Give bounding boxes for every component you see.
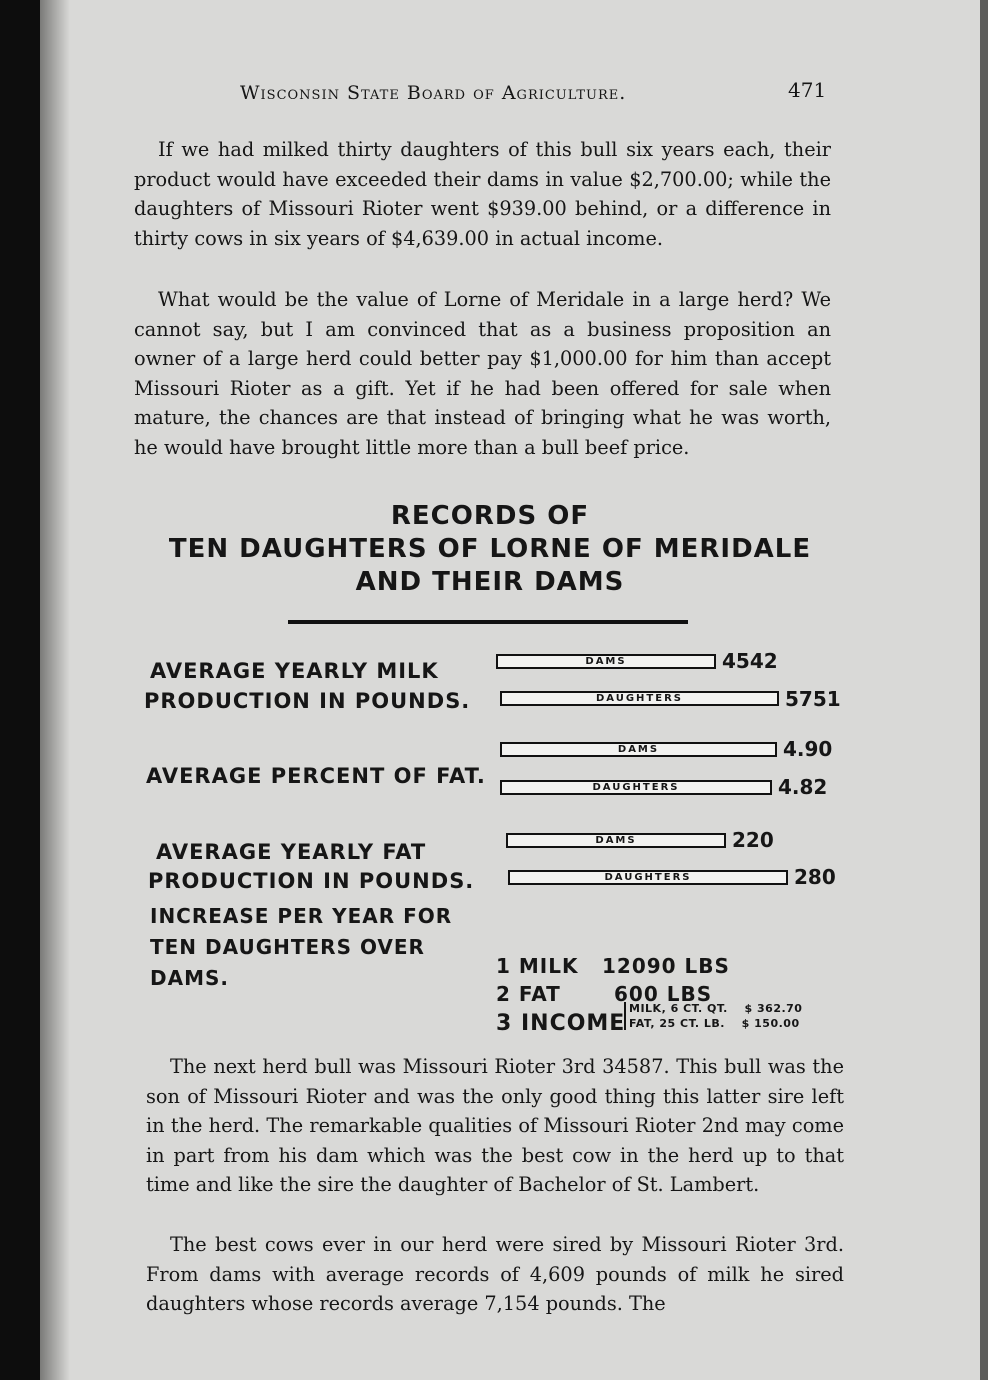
income-milk-value: $ 362.70 (744, 1002, 803, 1015)
bar-fat-percent-daughters (500, 780, 772, 795)
bar-fat-pounds-dams-label: DAMS (595, 835, 637, 846)
bar-milk-daughters-value: 5751 (785, 687, 841, 711)
bar-fat-percent-dams (500, 742, 777, 757)
paragraph-3: The next herd bull was Missouri Rioter 3rd 34587. This bull was the son of Missouri Rioter and was the only good thing this latter sire left in the herd. The remarkable qualities of Missouri Rioter 2nd may come in part from his dam which was the best cow in the herd up to that time and like the sire the daughter of Bachelor of St. Lambert. (146, 1055, 844, 1196)
figure-title-line-3: AND THEIR DAMS (355, 567, 625, 597)
bar-fat-pounds-dams (506, 833, 726, 848)
fat-pounds-group-label-line-2: PRODUCTION IN POUNDS. (148, 869, 475, 893)
bar-milk-daughters (500, 691, 779, 706)
income-fat-value: $ 150.00 (741, 1017, 800, 1030)
increase-milk-label: 1 MILK (496, 954, 579, 978)
page-edge (980, 0, 988, 1380)
milk-group-label-line-1: AVERAGE YEARLY MILK (150, 659, 439, 683)
running-title: Wisconsin State Board of Agriculture. (240, 82, 627, 104)
increase-heading (150, 903, 452, 992)
bar-milk-dams-label: DAMS (585, 656, 627, 667)
bar-fat-percent-daughters-label: DAUGHTERS (592, 782, 680, 793)
bar-fat-pounds-daughters (508, 870, 788, 885)
income-milk-label: MILK, 6 CT. QT. (629, 1002, 728, 1015)
increase-income-breakdown (624, 1002, 802, 1030)
paragraph-1: If we had milked thirty daughters of this bull six years each, their product would have exceeded their dams in value $2,700.00; while the daughters of Missouri Rioter went $939.00 behind, or a difference in thirty cows in six years of $4,639.00 in actual income. (134, 138, 831, 250)
book-binding-shadow (0, 0, 40, 1380)
increase-heading-line-3: DAMS. (150, 966, 229, 990)
figure-title (120, 500, 860, 599)
fat-percent-group-label: AVERAGE PERCENT OF FAT. (146, 764, 486, 788)
increase-heading-line-1: INCREASE PER YEAR FOR (150, 904, 453, 928)
increase-fat-label: 2 FAT (496, 982, 561, 1006)
increase-milk-value: 12090 LBS (602, 954, 730, 978)
bar-fat-percent-daughters-value: 4.82 (778, 775, 828, 799)
fat-pounds-group-label-line-1: AVERAGE YEARLY FAT (156, 840, 427, 864)
bar-fat-percent-dams-label: DAMS (617, 744, 660, 755)
increase-income-label: 3 INCOME (496, 1011, 626, 1036)
bar-milk-dams-value: 4542 (722, 649, 778, 673)
milk-group-label-line-2: PRODUCTION IN POUNDS. (144, 689, 471, 713)
figure-title-rule (288, 620, 688, 624)
income-fat-label: FAT, 25 CT. LB. (629, 1017, 725, 1030)
bar-fat-pounds-daughters-label: DAUGHTERS (604, 872, 692, 883)
bar-milk-daughters-label: DAUGHTERS (596, 693, 683, 704)
paragraph-4: The best cows ever in our herd were sired by Missouri Rioter 3rd. From dams with average records of 4,609 pounds of milk he sired daughters whose records average 7,154 pounds. The (146, 1233, 844, 1315)
bar-fat-percent-dams-value: 4.90 (783, 737, 833, 761)
figure-title-line-1: RECORDS OF (390, 501, 590, 531)
bar-milk-dams (496, 654, 716, 669)
gutter-shade (40, 0, 70, 1380)
page-number: 471 (788, 78, 827, 102)
increase-fat-value: 600 LBS (614, 982, 713, 1006)
increase-heading-line-2: TEN DAUGHTERS OVER (150, 935, 425, 959)
figure-title-line-2: TEN DAUGHTERS OF LORNE OF MERIDALE (168, 534, 812, 564)
bar-fat-pounds-daughters-value: 280 (794, 865, 836, 889)
bar-fat-pounds-dams-value: 220 (732, 828, 774, 852)
paragraph-2: What would be the value of Lorne of Meridale in a large herd? We cannot say, but I am convinced that as a business proposition an owner of a large herd could better pay $1,000.00 for him than accept Missouri Rioter as a gift. Yet if he had been offered for sale when mature, the chances are that instead of bringing what he was worth, he would have brought little more than a bull beef price. (134, 288, 831, 459)
